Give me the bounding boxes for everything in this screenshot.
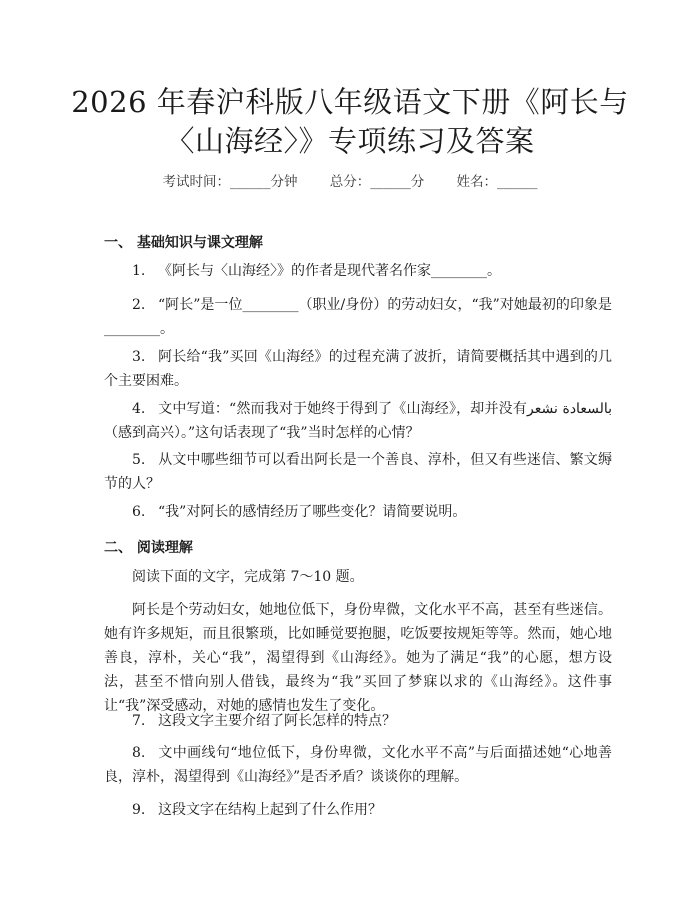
question-1 [104,259,612,283]
reading-passage: 阿长是个劳动妇女，她地位低下，身份卑微，文化水平不高，甚至有些迷信。她有许多规矩，而且很繁琐，比如睡觉要抱腿，吃饭要按规矩等等。然而，她心地善良，淳朴，关心“我”，渴望得到《山海经》。她为了满足“我”的心愿，想方设法，甚至不惜向别人借钱，最终为“我”买回了梦寐以求的《山海经》。这件事让“我”深受感动，对她的感情也发生了变化。 [104,602,612,714]
exam-time: 考试时间：______分钟 [162,174,298,190]
question-text: 从文中哪些细节可以看出阿长是一个善良、淳朴，但又有些迷信、繁文缛节的人？ [104,452,612,492]
question-number: 7. [132,713,146,729]
question-8 [104,741,612,789]
question-number: 8. [132,745,146,761]
question-text: 文中画线句“地位低下，身份卑微，文化水平不高”与后面描述她“心地善良，淳朴，渴望得到《山海经》”是否矛盾？谈谈你的理解。 [104,745,612,785]
question-number: 1. [132,263,146,279]
question-text: 这段文字在结构上起到了什么作用？ [158,802,382,818]
question-number: 2. [132,297,146,313]
question-text: 文中写道：“然而我对于她终于得到了《山海经》，却并没有بالسعادة نشعر（感到高兴）。”这句话表现了“我”当时怎样的心情？ [104,401,612,441]
section1-heading: 一、 基础知识与课文理解 [104,235,263,251]
question-9 [104,798,612,822]
question-text: “我”对阿长的感情经历了哪些变化？请简要说明。 [158,504,467,520]
question-2 [104,293,612,341]
question-text: 《阿长与〈山海经〉》的作者是现代著名作家________。 [158,263,501,279]
question-text: “阿长”是一位________（职业/身份）的劳动妇女，“我”对她最初的印象是________。 [104,297,612,337]
question-text: 这段文字主要介绍了阿长怎样的特点？ [158,713,396,729]
question-number: 3. [132,349,146,365]
section2-heading: 二、 阅读理解 [104,540,193,556]
question-7 [104,709,612,733]
question-text: 阿长给“我”买回《山海经》的过程充满了波折，请简要概括其中遇到的几个主要困难。 [104,349,612,389]
exam-score: 总分：______分 [329,174,425,190]
question-number: 5. [132,452,146,468]
question-4 [104,397,612,445]
exam-name: 姓名：______ [456,174,538,190]
question-number: 6. [132,504,146,520]
question-number: 9. [132,802,146,818]
document-title-line1: 2026 年春沪科版八年级语文下册《阿长与 [71,85,629,119]
question-number: 4. [132,401,146,417]
question-6 [104,500,612,524]
question-5 [104,448,612,496]
reading-instruction: 阅读下面的文字，完成第 7～10 题。 [132,569,364,585]
exam-info [0,170,700,190]
question-3 [104,345,612,393]
document-title-line2: 〈山海经〉》专项练习及答案 [165,124,535,158]
